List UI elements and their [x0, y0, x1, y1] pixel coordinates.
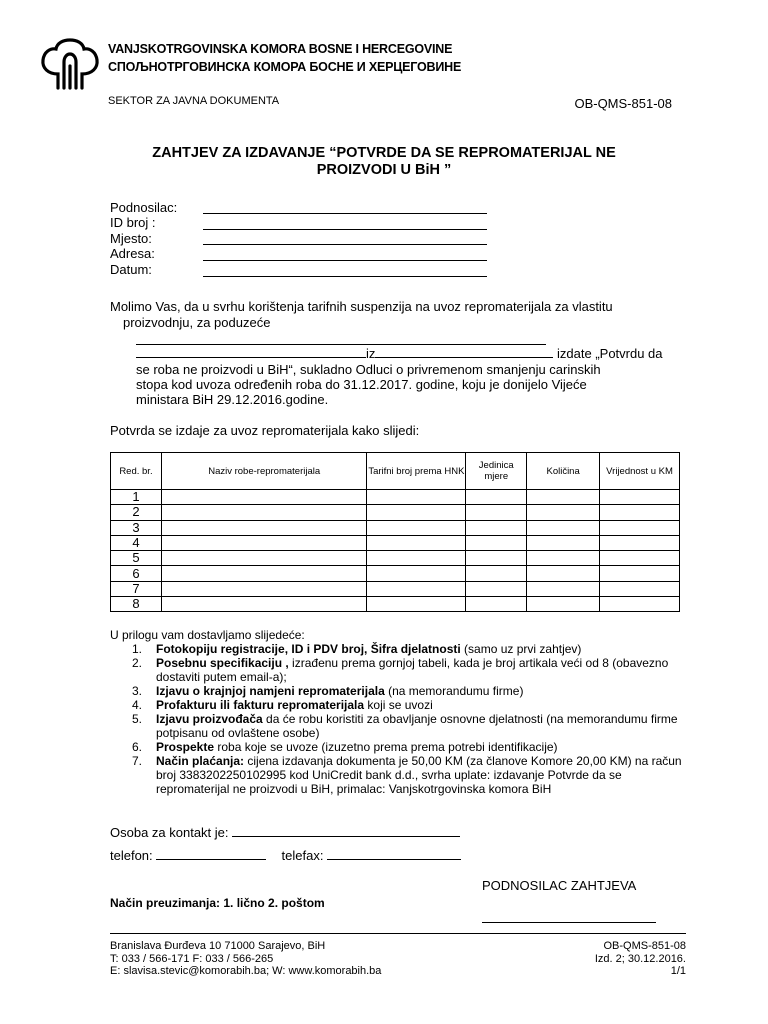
row-number: 1 — [111, 490, 162, 505]
item-title: Profakturu ili fakturu repromaterijala — [156, 698, 365, 712]
tariff-cell[interactable] — [367, 490, 466, 505]
quantity-cell[interactable] — [527, 505, 600, 520]
id-number-label: ID broj : — [110, 215, 156, 230]
unit-cell[interactable] — [466, 505, 527, 520]
title-line-2: PROIZVODI U BiH ” — [316, 162, 452, 178]
contact-person-row — [110, 825, 460, 840]
value-cell[interactable] — [600, 566, 680, 581]
pickup-method: Način preuzimanja: 1. lično 2. poštom — [110, 896, 325, 910]
col-header-goods-name: Naziv robe-repromaterijala — [161, 453, 367, 490]
footer-contact — [110, 940, 381, 978]
company-name-field[interactable] — [136, 344, 546, 345]
issue-intro-text: Potvrda se izdaje za uvoz repromaterijala kako slijedi: — [110, 423, 420, 438]
item-title: Prospekte — [156, 740, 215, 754]
item-number: 3. — [132, 684, 143, 698]
request-line-3 — [136, 346, 663, 362]
goods-name-cell[interactable] — [161, 597, 367, 612]
item-number: 1. — [132, 642, 143, 656]
request-line-1: Molimo Vas, da u svrhu korištenja tarifnih suspenzija na uvoz repromaterijala za vlastitu — [110, 299, 613, 314]
applicant-signature-label: PODNOSILAC ZAHTJEVA — [482, 878, 637, 893]
tariff-cell[interactable] — [367, 520, 466, 535]
address-field[interactable] — [203, 260, 487, 261]
list-item — [110, 642, 690, 656]
unit-cell[interactable] — [466, 597, 527, 612]
col-header-value: Vrijednost u KM — [600, 453, 680, 490]
table-row — [111, 505, 680, 520]
quantity-cell[interactable] — [527, 490, 600, 505]
goods-name-cell[interactable] — [161, 520, 367, 535]
company-name-continuation-field[interactable] — [136, 346, 366, 358]
phone-field[interactable] — [156, 848, 266, 860]
form-title — [0, 145, 768, 179]
item-number: 2. — [132, 656, 143, 670]
attachments-heading: U prilogu vam dostavljamo slijedeće: — [110, 628, 305, 642]
footer-address: Branislava Đurđeva 10 71000 Sarajevo, BiH — [110, 940, 326, 952]
fax-field[interactable] — [327, 848, 461, 860]
fax-label: telefax: — [281, 848, 324, 863]
item-number: 4. — [132, 698, 143, 712]
signature-field[interactable] — [482, 922, 656, 923]
row-number: 6 — [111, 566, 162, 581]
contact-person-field[interactable] — [232, 825, 460, 837]
phone-label: telefon: — [110, 848, 153, 863]
row-number: 5 — [111, 551, 162, 566]
item-text: cijena izdavanja dokumenta je 50,00 KM (za članove Komore 20,00 KM) na račun broj 3383202250102995 kod UniCredit bank d.d., svrha uplate: izdavanje Potvrde da se repromaterijal ne proizvodi u BiH, primalac: Vanjskotrgovinska komora BiH — [156, 754, 682, 796]
address-label: Adresa: — [110, 246, 155, 261]
quantity-cell[interactable] — [527, 520, 600, 535]
unit-cell[interactable] — [466, 490, 527, 505]
value-cell[interactable] — [600, 597, 680, 612]
unit-cell[interactable] — [466, 566, 527, 581]
request-line-5: stopa kod uvoza određenih roba do 31.12.2017. godine, koju je donijelo Vijeće — [136, 377, 587, 392]
item-text: da će robu koristiti za obavljanje osnovne djelatnosti (na memorandumu firme potpisanu od ovlaštene osobe) — [156, 712, 678, 740]
goods-name-cell[interactable] — [161, 535, 367, 550]
value-cell[interactable] — [600, 581, 680, 596]
tariff-cell[interactable] — [367, 597, 466, 612]
goods-name-cell[interactable] — [161, 581, 367, 596]
quantity-cell[interactable] — [527, 566, 600, 581]
place-label: Mjesto: — [110, 231, 152, 246]
request-line-4: se roba ne proizvodi u BiH“, sukladno Odluci o privremenom smanjenju carinskih — [136, 362, 601, 377]
unit-cell[interactable] — [466, 520, 527, 535]
table-row — [111, 566, 680, 581]
item-title: Izjavu o krajnjoj namjeni repromaterijala — [156, 684, 385, 698]
goods-name-cell[interactable] — [161, 551, 367, 566]
table-row — [111, 520, 680, 535]
org-name-latin: VANJSKOTRGOVINSKA KOMORA BOSNE I HERCEGOVINE — [108, 42, 453, 56]
quantity-cell[interactable] — [527, 581, 600, 596]
goods-name-cell[interactable] — [161, 490, 367, 505]
row-number: 3 — [111, 520, 162, 535]
unit-cell[interactable] — [466, 581, 527, 596]
col-header-row-number: Red. br. — [111, 453, 162, 490]
item-text: (samo uz prvi zahtjev) — [460, 642, 582, 656]
item-text: (na memorandumu firme) — [384, 684, 524, 698]
attachments-list — [110, 642, 690, 796]
org-name-cyrillic: СПОЉНОТРГОВИНСКА КОМОРА БОСНЕ И ХЕРЦЕГОВИНЕ — [108, 60, 462, 74]
place-field[interactable] — [203, 244, 487, 245]
table-row — [111, 597, 680, 612]
row-number: 2 — [111, 505, 162, 520]
quantity-cell[interactable] — [527, 551, 600, 566]
list-item — [110, 656, 690, 684]
items-table — [110, 452, 680, 612]
tree-logo-icon — [38, 38, 102, 94]
table-row — [111, 551, 680, 566]
table-row — [111, 490, 680, 505]
tariff-cell[interactable] — [367, 551, 466, 566]
request-line-2: proizvodnju, za poduzeće — [123, 315, 271, 330]
unit-cell[interactable] — [466, 535, 527, 550]
tariff-cell[interactable] — [367, 505, 466, 520]
applicant-label: Podnosilac: — [110, 200, 178, 215]
footer-divider — [110, 933, 686, 934]
document-reference: OB-QMS-851-08 — [574, 96, 672, 111]
col-header-quantity: Količina — [527, 453, 600, 490]
sector-name: SEKTOR ZA JAVNA DOKUMENTA — [108, 95, 280, 107]
tariff-cell[interactable] — [367, 535, 466, 550]
row-number: 7 — [111, 581, 162, 596]
goods-name-cell[interactable] — [161, 566, 367, 581]
tariff-cell[interactable] — [367, 566, 466, 581]
col-header-tariff-number: Tarifni broj prema HNK — [367, 453, 466, 490]
list-item — [110, 754, 690, 796]
quantity-cell[interactable] — [527, 597, 600, 612]
contact-person-label: Osoba za kontakt je: — [110, 825, 229, 840]
from-word: iz — [366, 346, 376, 361]
item-title: Način plaćanja: — [156, 754, 245, 768]
item-number: 6. — [132, 740, 143, 754]
row-number: 4 — [111, 535, 162, 550]
item-text: izrađenu prema gornjoj tabeli, kada je broj artikala veći od 8 (obavezno dostaviti putem email-a); — [156, 656, 669, 684]
item-title: Izjavu proizvođača — [156, 712, 263, 726]
table-row — [111, 581, 680, 596]
goods-name-cell[interactable] — [161, 505, 367, 520]
footer-edition: Izd. 2; 30.12.2016. — [594, 952, 686, 965]
footer-document-info — [595, 940, 686, 978]
company-city-field[interactable] — [375, 346, 553, 358]
col-header-unit: Jedinica mjere — [466, 453, 527, 490]
item-text: roba koje se uvoze (izuzetno prema prema potrebi identifikacije) — [214, 740, 558, 754]
request-line-6: ministara BiH 29.12.2016.godine. — [136, 392, 329, 407]
list-item — [110, 698, 690, 712]
item-title: Fotokopiju registracije, ID i PDV broj, Šifra djelatnosti — [156, 642, 461, 656]
footer-phones: T: 033 / 566-171 F: 033 / 566-265 — [110, 952, 274, 965]
quantity-cell[interactable] — [527, 535, 600, 550]
item-number: 7. — [132, 754, 143, 768]
row-number: 8 — [111, 597, 162, 612]
phone-row — [110, 848, 461, 863]
id-number-field[interactable] — [203, 229, 487, 230]
tariff-cell[interactable] — [367, 581, 466, 596]
value-cell[interactable] — [600, 490, 680, 505]
value-cell[interactable] — [600, 520, 680, 535]
footer-email-web: E: slavisa.stevic@komorabih.ba; W: www.komorabih.ba — [110, 965, 382, 977]
list-item — [110, 712, 690, 740]
chamber-logo — [38, 38, 102, 94]
unit-cell[interactable] — [466, 551, 527, 566]
date-field[interactable] — [203, 276, 487, 277]
list-item — [110, 684, 690, 698]
item-title: Posebnu specifikaciju , — [156, 656, 289, 670]
item-number: 5. — [132, 712, 143, 726]
applicant-field[interactable] — [203, 213, 487, 214]
list-item — [110, 740, 690, 754]
value-cell[interactable] — [600, 505, 680, 520]
table-row — [111, 535, 680, 550]
footer-doc-ref: OB-QMS-851-08 — [603, 940, 686, 952]
date-label: Datum: — [110, 262, 152, 277]
title-line-1: ZAHTJEV ZA IZDAVANJE “POTVRDE DA SE REPROMATERIJAL NE — [152, 145, 616, 161]
value-cell[interactable] — [600, 551, 680, 566]
item-text: koji se uvozi — [364, 698, 433, 712]
issue-request-text: izdate „Potvrdu da — [557, 346, 663, 361]
footer-page-number: 1/1 — [670, 965, 686, 977]
value-cell[interactable] — [600, 535, 680, 550]
table-header-row — [111, 453, 680, 490]
